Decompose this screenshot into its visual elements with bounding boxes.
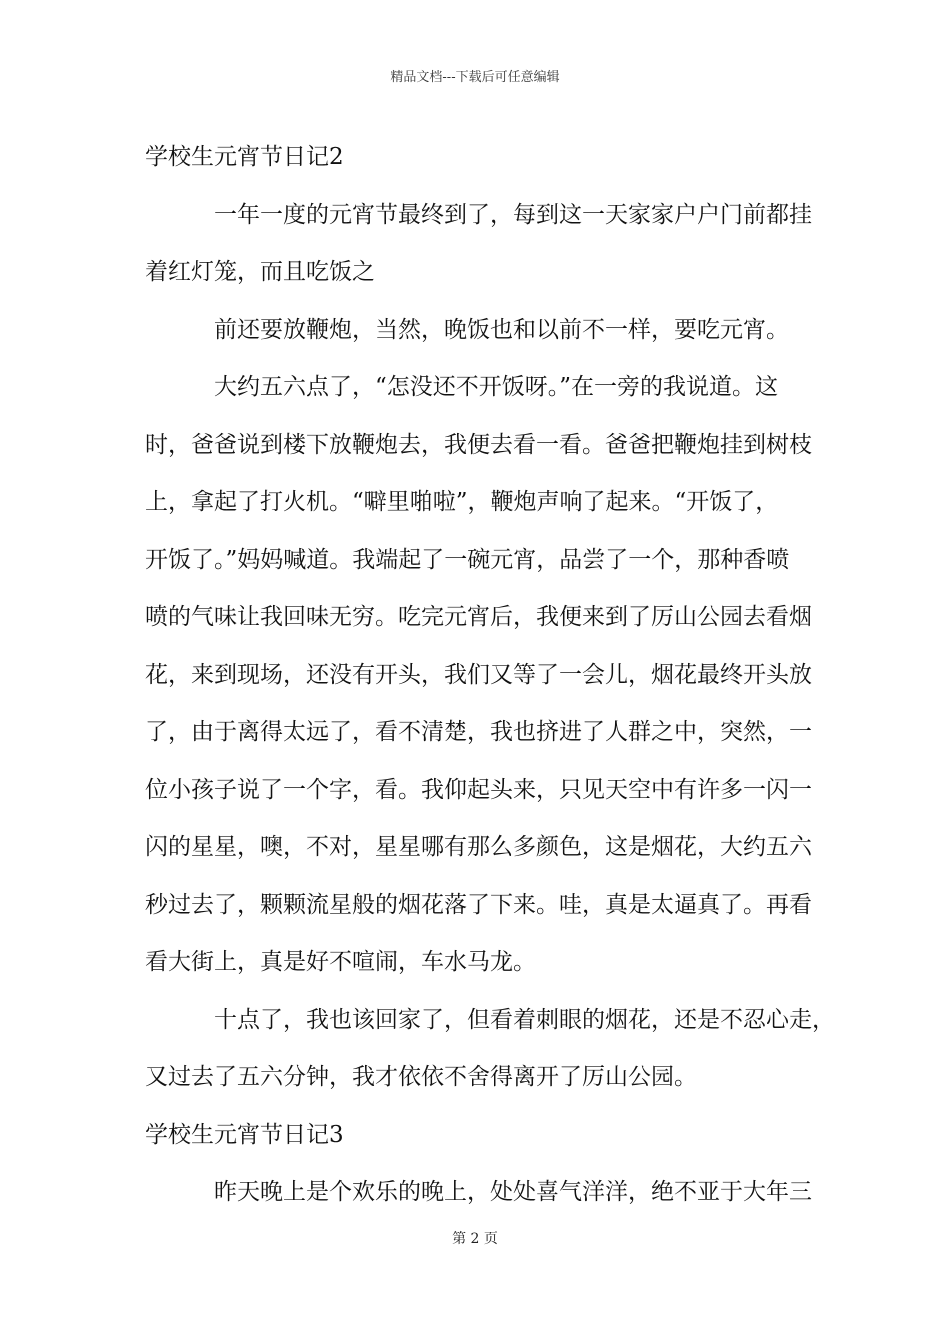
text-line: 位小孩子说了一个字，看。我仰起头来，只见天空中有许多一闪一 xyxy=(145,776,812,803)
text-line: 喷的气味让我回味无穷。吃完元宵后，我便来到了厉山公园去看烟 xyxy=(145,604,812,630)
text-line: 开饭了。”妈妈喊道。我端起了一碗元宵，品尝了一个，那种香喷 xyxy=(145,546,790,573)
text-line: 上，拿起了打火机。“噼里啪啦”，鞭炮声响了起来。“开饭了， xyxy=(145,489,779,515)
page-header: 精品文档---下载后可任意编辑 xyxy=(390,70,560,85)
text-line: 大约五六点了，“怎没还不开饭呀。”在一旁的我说道。这 xyxy=(214,374,779,400)
text-line: 花，来到现场，还没有开头，我们又等了一会儿，烟花最终开头放 xyxy=(145,661,812,688)
text-line: 看大街上，真是好不喧闹，车水马龙。 xyxy=(145,949,536,975)
text-line: 又过去了五六分钟，我才依依不舍得离开了厉山公园。 xyxy=(145,1064,697,1090)
text-line: 前还要放鞭炮，当然，晚饭也和以前不一样，要吃元宵。 xyxy=(214,316,789,343)
text-line: 十点了，我也该回家了，但看着刺眼的烟花，还是不忍心走， xyxy=(214,1006,835,1033)
text-line: 闪的星星，噢，不对，星星哪有那么多颜色，这是烟花，大约五六 xyxy=(145,834,812,860)
text-line: 时，爸爸说到楼下放鞭炮去，我便去看一看。爸爸把鞭炮挂到树枝 xyxy=(145,431,812,458)
page-footer: 第 2 页 xyxy=(452,1231,498,1247)
text-line: 学校生元宵节日记3 xyxy=(145,1121,344,1148)
text-line: 学校生元宵节日记2 xyxy=(145,144,344,170)
text-line: 了，由于离得太远了，看不清楚，我也挤进了人群之中，突然，一 xyxy=(145,719,812,745)
text-line: 一年一度的元宵节最终到了，每到这一天家家户户门前都挂 xyxy=(214,201,812,228)
text-line: 秒过去了，颗颗流星般的烟花落了下来。哇，真是太逼真了。再看 xyxy=(145,891,812,918)
text-line: 着红灯笼，而且吃饭之 xyxy=(145,259,375,285)
text-line: 昨天晚上是个欢乐的晚上，处处喜气洋洋，绝不亚于大年三 xyxy=(214,1179,812,1205)
document-body xyxy=(145,129,835,1222)
